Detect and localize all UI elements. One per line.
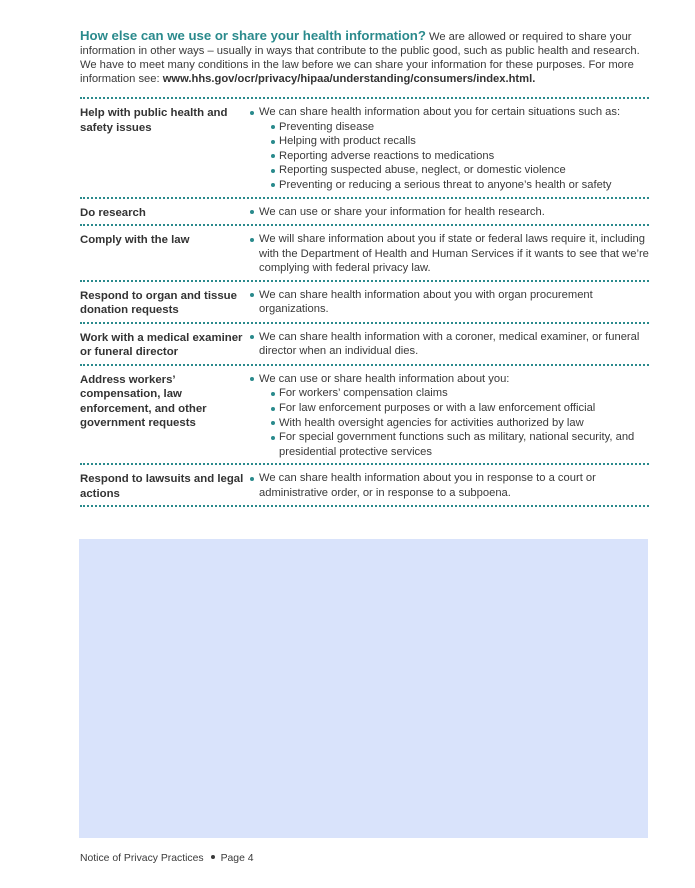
bullet-text: We will share information about you if state or federal laws require it, including with the Department of Health and Human Services if it wants to see that we’re complying with federal privacy law. bbox=[259, 233, 649, 275]
intro-paragraph bbox=[80, 29, 652, 86]
list-item bbox=[271, 134, 649, 149]
list-item bbox=[271, 163, 649, 178]
bullet-text: We can share health information about you in response to a court or administrative order, or in response to a subpoena. bbox=[259, 472, 596, 499]
bullet-separator bbox=[211, 855, 215, 859]
sub-list bbox=[249, 386, 649, 459]
page-number: Page 4 bbox=[220, 853, 254, 864]
row-label: Do research bbox=[80, 206, 146, 219]
row-content bbox=[249, 330, 649, 360]
list-item-text: With health oversight agencies for activities authorized by law bbox=[279, 416, 584, 429]
list-item bbox=[271, 120, 649, 135]
table-row bbox=[80, 226, 649, 282]
table-row bbox=[80, 324, 649, 366]
list-item-text: Helping with product recalls bbox=[279, 135, 416, 148]
list-item-text: Reporting suspected abuse, neglect, or domestic violence bbox=[279, 164, 566, 177]
bullet-icon bbox=[250, 293, 254, 297]
table-row bbox=[80, 99, 649, 199]
row-label: Work with a medical examiner or funeral director bbox=[80, 331, 243, 359]
row-label: Respond to lawsuits and legal actions bbox=[80, 473, 244, 500]
bullet-icon bbox=[271, 169, 275, 173]
bullet-icon bbox=[250, 377, 254, 381]
bullet-icon bbox=[250, 210, 254, 214]
bullet-item bbox=[249, 471, 649, 500]
bullet-icon bbox=[250, 477, 254, 481]
list-item-text: Reporting adverse reactions to medications bbox=[279, 149, 495, 162]
row-label: Help with public health and safety issues bbox=[80, 107, 228, 134]
row-content bbox=[249, 205, 649, 221]
table-row bbox=[80, 366, 649, 466]
bullet-icon bbox=[271, 140, 275, 144]
bullet-item bbox=[249, 105, 649, 120]
section-heading: How else can we use or share your health information? bbox=[80, 28, 426, 43]
list-item bbox=[271, 401, 649, 416]
bullet-icon bbox=[250, 111, 254, 115]
page-footer bbox=[80, 853, 254, 864]
bullet-item bbox=[249, 330, 649, 359]
list-item-text: Preventing or reducing a serious threat to anyone’s health or safety bbox=[279, 178, 612, 191]
bullet-text: We can use or share your information for health research. bbox=[259, 205, 545, 218]
bullet-item bbox=[249, 232, 649, 276]
bullet-item bbox=[249, 288, 649, 317]
list-item bbox=[271, 430, 649, 459]
list-item-text: For law enforcement purposes or with a law enforcement official bbox=[279, 402, 596, 415]
footer-title: Notice of Privacy Practices bbox=[80, 853, 204, 864]
list-item bbox=[271, 149, 649, 164]
table-row bbox=[80, 282, 649, 324]
hhs-link[interactable]: www.hhs.gov/ocr/privacy/hipaa/understanding/consumers/index.html. bbox=[162, 73, 536, 85]
list-item bbox=[271, 178, 649, 193]
bullet-icon bbox=[271, 407, 275, 411]
row-content bbox=[249, 232, 649, 276]
row-content bbox=[249, 105, 649, 193]
uses-table bbox=[80, 97, 649, 507]
bullet-icon bbox=[271, 183, 275, 187]
bullet-icon bbox=[250, 335, 254, 339]
bullet-item bbox=[249, 372, 649, 387]
row-label: Comply with the law bbox=[80, 234, 190, 247]
bullet-icon bbox=[250, 238, 254, 242]
list-item bbox=[271, 416, 649, 431]
intro-text: We are allowed or required to share your information in other ways – usually in ways that contribute to the public good, such as public health and research. We have to meet many conditions in the law before we can share your information for these purposes. For more information see: bbox=[80, 31, 640, 85]
sub-list bbox=[249, 120, 649, 193]
bullet-icon bbox=[271, 392, 275, 396]
bullet-text: We can use or share health information about you: bbox=[259, 372, 510, 385]
table-row bbox=[80, 199, 649, 227]
bullet-text: We can share health information about you for certain situations such as: bbox=[259, 106, 621, 118]
list-item bbox=[271, 386, 649, 401]
bullet-icon bbox=[271, 154, 275, 158]
list-item-text: For special government functions such as military, national security, and presidential protective services bbox=[279, 431, 635, 458]
bullet-icon bbox=[271, 436, 275, 440]
blank-panel bbox=[79, 539, 648, 838]
bullet-text: We can share health information with a coroner, medical examiner, or funeral director when an individual dies. bbox=[259, 330, 640, 358]
row-label: Respond to organ and tissue donation requests bbox=[80, 289, 237, 317]
bullet-icon bbox=[271, 421, 275, 425]
list-item-text: For workers’ compensation claims bbox=[279, 387, 448, 400]
bullet-icon bbox=[271, 125, 275, 129]
list-item-text: Preventing disease bbox=[279, 120, 375, 133]
bullet-text: We can share health information about you with organ procurement organizations. bbox=[259, 288, 593, 316]
row-content bbox=[249, 471, 649, 501]
row-content bbox=[249, 288, 649, 318]
bullet-item bbox=[249, 205, 649, 220]
row-content bbox=[249, 372, 649, 460]
table-row bbox=[80, 465, 649, 507]
row-label: Address workers’ compensation, law enforcement, and other government requests bbox=[80, 373, 207, 430]
